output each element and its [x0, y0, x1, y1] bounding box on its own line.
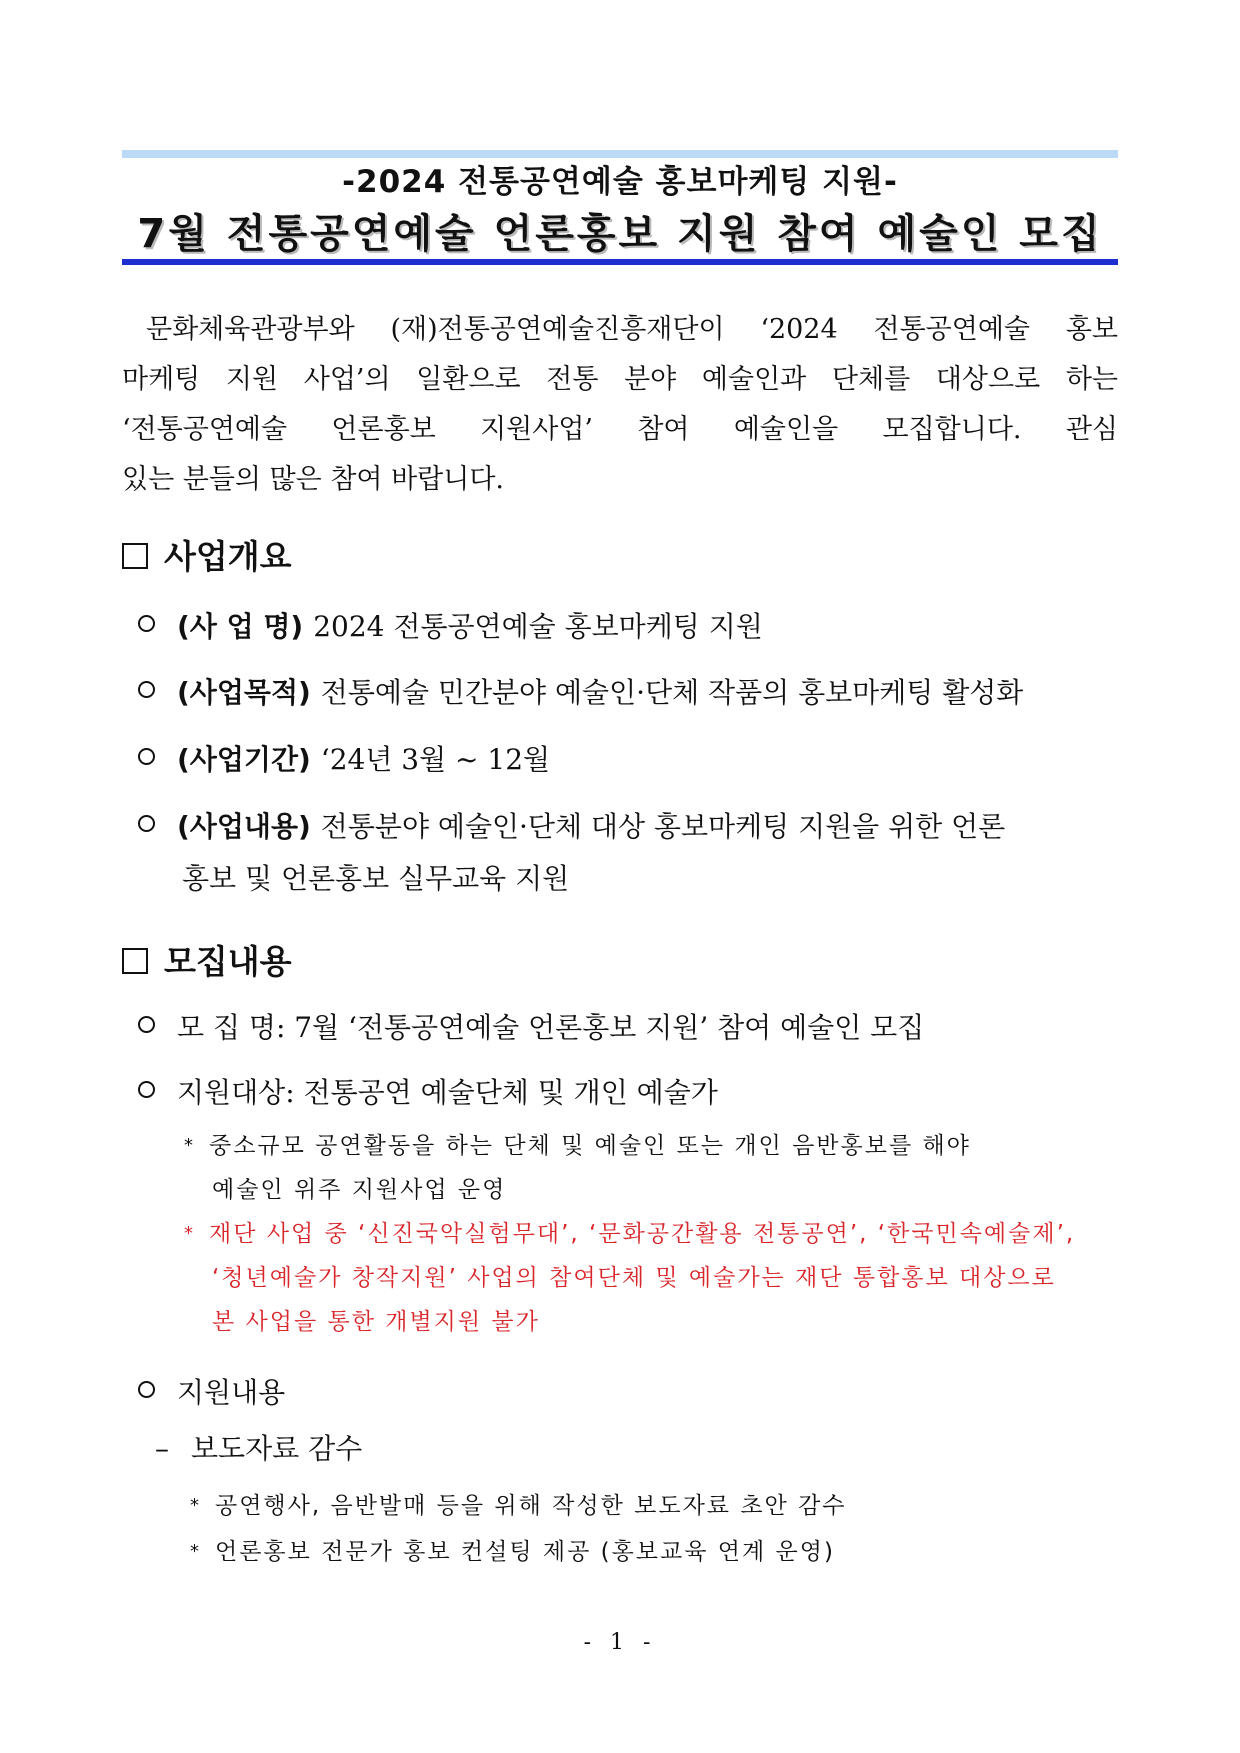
dash-bullet-icon: – [155, 1432, 169, 1465]
note-line [184, 1124, 1118, 1168]
document-subtitle: -2024 전통공연예술 홍보마케팅 지원- [342, 164, 898, 200]
circle-bullet-icon [138, 1081, 155, 1098]
circle-bullet-icon [138, 615, 155, 632]
sub-item-text: 보도자료 감수 [191, 1432, 363, 1465]
document-title: 7월 전통공연예술 언론홍보 지원 참여 예술인 모집 [137, 211, 1103, 257]
circle-bullet-icon [138, 681, 155, 698]
note-line [190, 1484, 1124, 1528]
note-line [190, 1530, 1124, 1574]
item-label: (사 업 명) [177, 610, 304, 643]
list-item [138, 1068, 1118, 1118]
note-continuation-red: ‘청년예술가 창작지원’ 사업의 참여단체 및 예술가는 재단 통합홍보 대상으로 [212, 1265, 1056, 1291]
item-text: 모 집 명: 7월 ‘전통공연예술 언론홍보 지원’ 참여 예술인 모집 [177, 1011, 925, 1044]
intro-paragraph [122, 305, 1118, 505]
list-item [138, 802, 1118, 852]
asterisk-icon: * [190, 1495, 201, 1516]
item-continuation: 홍보 및 언론홍보 실무교육 지원 [182, 862, 570, 895]
item-text: 지원대상: 전통공연 예술단체 및 개인 예술가 [177, 1076, 718, 1109]
section-heading-text: 사업개요 [164, 537, 292, 576]
page-number: - 1 - [583, 1630, 657, 1655]
top-rule [122, 150, 1118, 158]
item-text: 전통예술 민간분야 예술인·단체 작품의 홍보마케팅 활성화 [320, 676, 1024, 709]
item-text: 지원내용 [177, 1376, 286, 1409]
checkbox-square-icon [122, 948, 148, 974]
checkbox-square-icon [122, 543, 148, 569]
list-item [138, 1003, 1118, 1053]
note-text: 중소규모 공연활동을 하는 단체 및 예술인 또는 개인 음반홍보를 해야 [209, 1133, 971, 1159]
asterisk-icon: * [184, 1223, 195, 1244]
note-continuation-red: 본 사업을 통한 개별지원 불가 [212, 1309, 540, 1335]
note-continuation: 예술인 위주 지원사업 운영 [212, 1177, 507, 1203]
note-text: 언론홍보 전문가 홍보 컨설팅 제공 (홍보교육 연계 운영) [215, 1539, 835, 1565]
circle-bullet-icon [138, 1381, 155, 1398]
note-line-red [184, 1212, 1118, 1256]
item-label: (사업목적) [177, 676, 311, 709]
section-heading-overview [122, 535, 292, 579]
note-text: 재단 사업 중 ‘신진국악실험무대’, ‘문화공간활용 전통공연’, ‘한국민속예술제’, [209, 1221, 1076, 1247]
circle-bullet-icon [138, 815, 155, 832]
sub-item [155, 1424, 362, 1474]
section-heading-recruit [122, 940, 292, 984]
asterisk-icon: * [190, 1541, 201, 1562]
list-item [138, 735, 1118, 785]
list-item [138, 668, 1118, 718]
item-text: ‘24년 3월 ~ 12월 [320, 743, 551, 776]
list-item [138, 1368, 1118, 1418]
intro-line: ‘전통공연예술 언론홍보 지원사업’ 참여 예술인을 모집합니다. 관심 [122, 414, 1118, 445]
intro-line: 있는 분들의 많은 참여 바랍니다. [122, 464, 504, 495]
intro-line: 문화체육관광부와 (재)전통공연예술진흥재단이 ‘2024 전통공연예술 홍보 [146, 314, 1118, 345]
item-text: 2024 전통공연예술 홍보마케팅 지원 [313, 610, 763, 643]
list-item [138, 602, 1118, 652]
item-label: (사업내용) [177, 810, 311, 843]
item-text: 전통분야 예술인·단체 대상 홍보마케팅 지원을 위한 언론 [320, 810, 1006, 843]
circle-bullet-icon [138, 1016, 155, 1033]
title-underline [122, 259, 1118, 265]
asterisk-icon: * [184, 1135, 195, 1156]
section-heading-text: 모집내용 [164, 942, 292, 981]
note-text: 공연행사, 음반발매 등을 위해 작성한 보도자료 초안 감수 [215, 1493, 847, 1519]
circle-bullet-icon [138, 748, 155, 765]
intro-line: 마케팅 지원 사업’의 일환으로 전통 분야 예술인과 단체를 대상으로 하는 [122, 364, 1118, 395]
item-label: (사업기간) [177, 743, 311, 776]
